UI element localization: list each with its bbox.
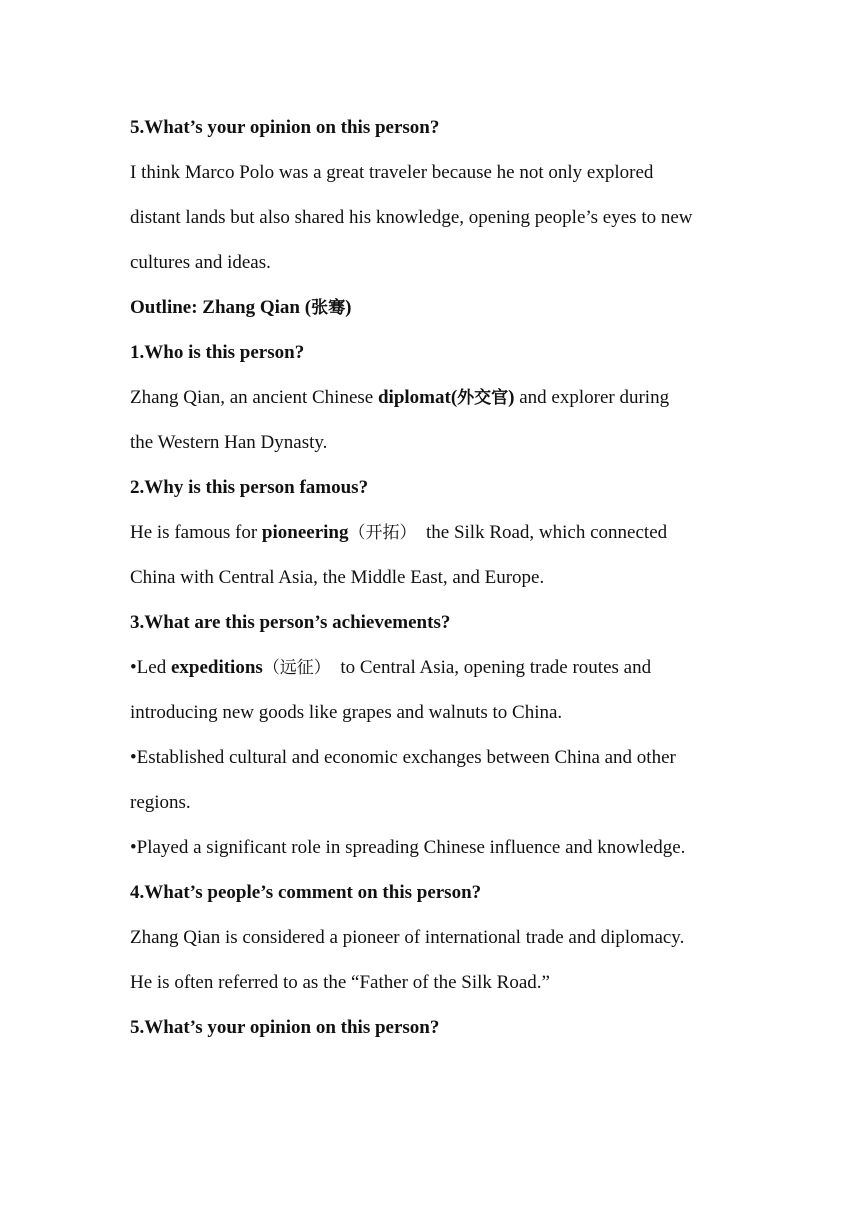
term-expeditions: expeditions — [170, 657, 263, 678]
bullet-item — [130, 645, 740, 690]
text-segment: the Silk Road, which connected — [416, 522, 668, 543]
answer-line: cultures and ideas. — [130, 252, 271, 273]
answer-line: the Western Han Dynasty. — [130, 432, 328, 453]
bullet-continuation: introducing new goods like grapes and walnuts to China. — [130, 702, 563, 723]
question-3-heading: 3.What are this person’s achievements? — [130, 612, 451, 633]
question-5-heading: 5.What’s your opinion on this person? — [130, 117, 440, 138]
term-close: ) — [508, 387, 515, 408]
answer-line: He is often referred to as the “Father of the Silk Road.” — [130, 972, 550, 993]
answer-line — [130, 510, 740, 555]
answer-line — [130, 375, 740, 420]
term-expeditions-cn: （远征） — [262, 658, 331, 678]
answer-line: distant lands but also shared his knowledge, opening people’s eyes to new — [130, 207, 693, 228]
outline-heading — [130, 285, 740, 330]
text-segment: •Led — [130, 657, 171, 678]
question-4-heading: 4.What’s people’s comment on this person? — [130, 882, 482, 903]
term-pioneering: pioneering — [261, 522, 349, 543]
bullet-continuation: regions. — [130, 792, 191, 813]
text-segment: Zhang Qian, an ancient Chinese — [130, 387, 378, 408]
text-segment: to Central Asia, opening trade routes and — [330, 657, 652, 678]
term-diplomat-cn: 外交官 — [457, 388, 509, 408]
text-segment: and explorer during — [514, 387, 670, 408]
answer-line: China with Central Asia, the Middle East, and Europe. — [130, 567, 545, 588]
question-5-heading: 5.What’s your opinion on this person? — [130, 1017, 440, 1038]
question-1-heading: 1.Who is this person? — [130, 342, 305, 363]
answer-line: I think Marco Polo was a great traveler because he not only explored — [130, 162, 654, 183]
answer-line: Zhang Qian is considered a pioneer of international trade and diplomacy. — [130, 927, 685, 948]
outline-close: ) — [345, 297, 352, 318]
bullet-item: •Played a significant role in spreading Chinese influence and knowledge. — [130, 837, 686, 858]
outline-name-cn: 张骞 — [311, 298, 346, 318]
outline-label: Outline: Zhang Qian ( — [130, 297, 312, 318]
bullet-item: •Established cultural and economic exchanges between China and other — [130, 747, 676, 768]
term-diplomat: diplomat( — [377, 387, 458, 408]
text-segment: He is famous for — [130, 522, 262, 543]
term-pioneering-cn: （开拓） — [348, 523, 417, 543]
question-2-heading: 2.Why is this person famous? — [130, 477, 369, 498]
document-page — [130, 105, 740, 1050]
